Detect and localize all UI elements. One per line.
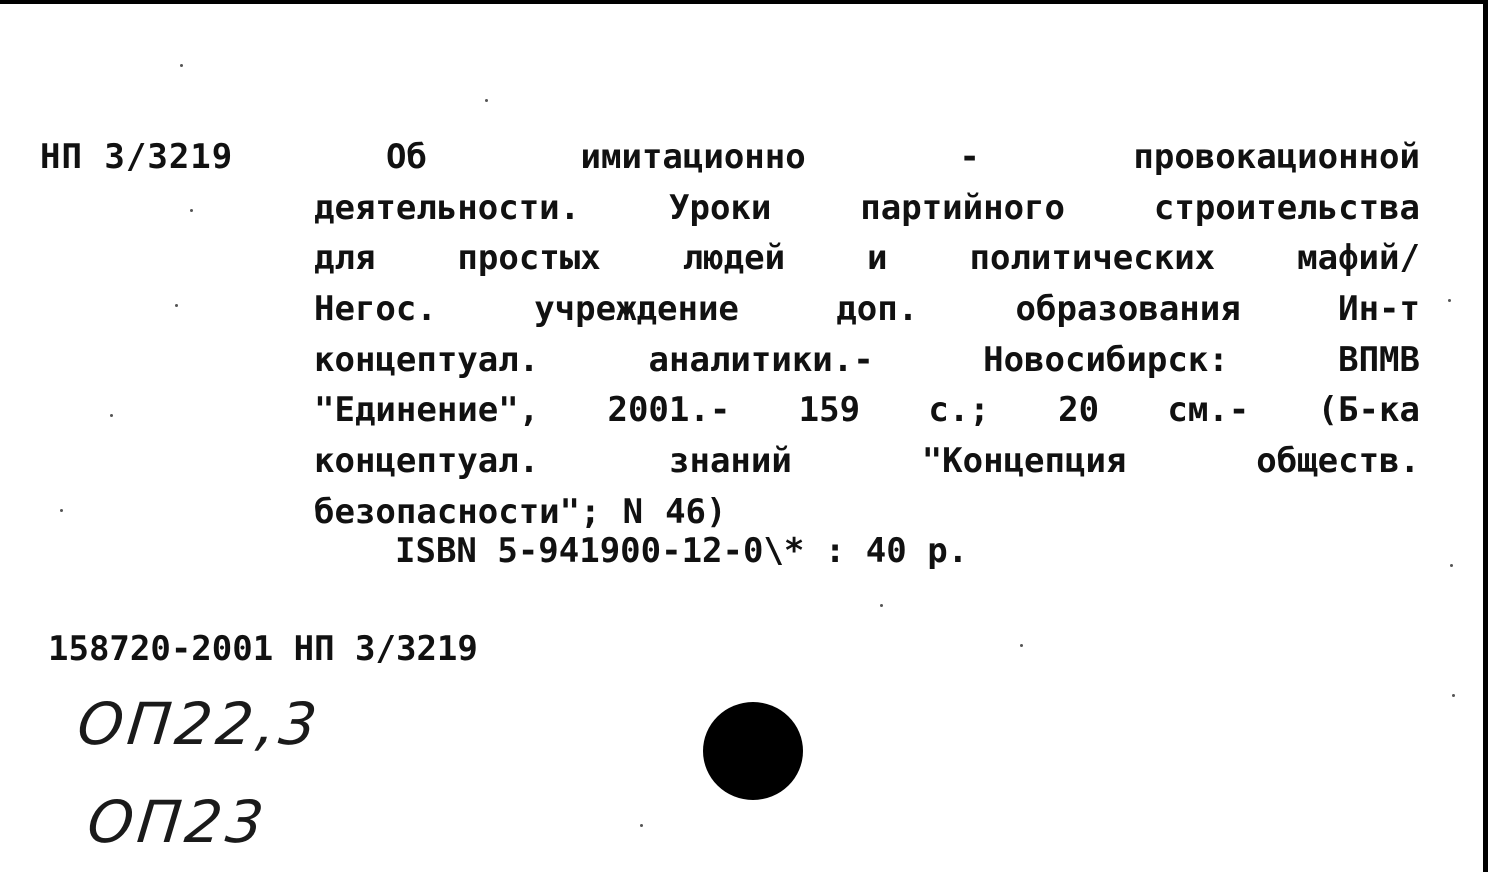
- scan-speck: [175, 304, 178, 307]
- word: 46): [665, 491, 727, 532]
- shelfmark: НП 3/3219: [40, 137, 234, 177]
- word: провокационной: [1133, 137, 1420, 177]
- word: ВПМВ: [1338, 339, 1420, 380]
- word: (Б-ка: [1317, 390, 1420, 431]
- word: 2001.-: [607, 390, 731, 431]
- word: безопасности";: [314, 491, 601, 532]
- word: партийного: [860, 187, 1065, 228]
- word: доп.: [836, 289, 919, 330]
- scan-speck: [1452, 694, 1455, 697]
- scan-speck: [1450, 564, 1453, 567]
- word: образования: [1015, 289, 1241, 330]
- word: обществ.: [1256, 441, 1420, 482]
- word: N: [622, 491, 644, 532]
- word: деятельности.: [314, 187, 581, 228]
- word: с.;: [928, 390, 990, 431]
- word: Об: [386, 137, 427, 177]
- word: Уроки: [669, 187, 772, 228]
- word: Ин-т: [1338, 289, 1420, 330]
- scan-speck: [1020, 644, 1023, 647]
- handwritten-classification: ОП23: [84, 788, 271, 856]
- description-line: [314, 233, 1420, 284]
- word: Новосибирск:: [983, 339, 1229, 380]
- word: аналитики.-: [648, 339, 874, 380]
- scan-speck: [180, 64, 183, 67]
- word: "Концепция: [921, 441, 1127, 482]
- word: Негос.: [314, 289, 437, 330]
- scan-speck: [1448, 299, 1451, 302]
- description-line: [314, 132, 1420, 183]
- word: концептуал.: [314, 441, 540, 482]
- scan-speck: [60, 509, 63, 512]
- word: и: [867, 238, 888, 279]
- word: 159: [798, 390, 861, 431]
- isbn-price-line: ISBN 5-941900-12-0\* : 40 р.: [395, 531, 969, 571]
- description-line: [314, 436, 1420, 487]
- description-line: [314, 335, 1420, 386]
- description-line: [314, 385, 1420, 436]
- punch-hole: [703, 702, 803, 800]
- word: знаний: [669, 441, 792, 482]
- word: см.-: [1167, 390, 1250, 431]
- word: имитационно: [580, 137, 806, 177]
- scan-speck: [640, 824, 643, 827]
- scan-speck: [190, 209, 193, 212]
- word: политических: [969, 238, 1216, 279]
- word: простых: [457, 238, 601, 279]
- word: "Единение",: [314, 390, 540, 431]
- word: строительства: [1153, 187, 1420, 228]
- scan-speck: [880, 604, 883, 607]
- word: мафий/: [1297, 238, 1420, 279]
- accession-line: 158720-2001 НП 3/3219: [48, 629, 478, 669]
- word: -: [959, 137, 980, 177]
- scan-speck: [485, 99, 488, 102]
- word: концептуал.: [314, 339, 540, 380]
- bibliographic-description: [314, 132, 1420, 538]
- word: 20: [1058, 390, 1100, 431]
- handwritten-classification: ОП22,3: [74, 690, 324, 758]
- description-line: [314, 284, 1420, 335]
- word: для: [314, 238, 376, 279]
- word: учреждение: [534, 289, 739, 330]
- description-line: [314, 183, 1420, 234]
- word: людей: [682, 238, 786, 279]
- scan-speck: [110, 414, 113, 417]
